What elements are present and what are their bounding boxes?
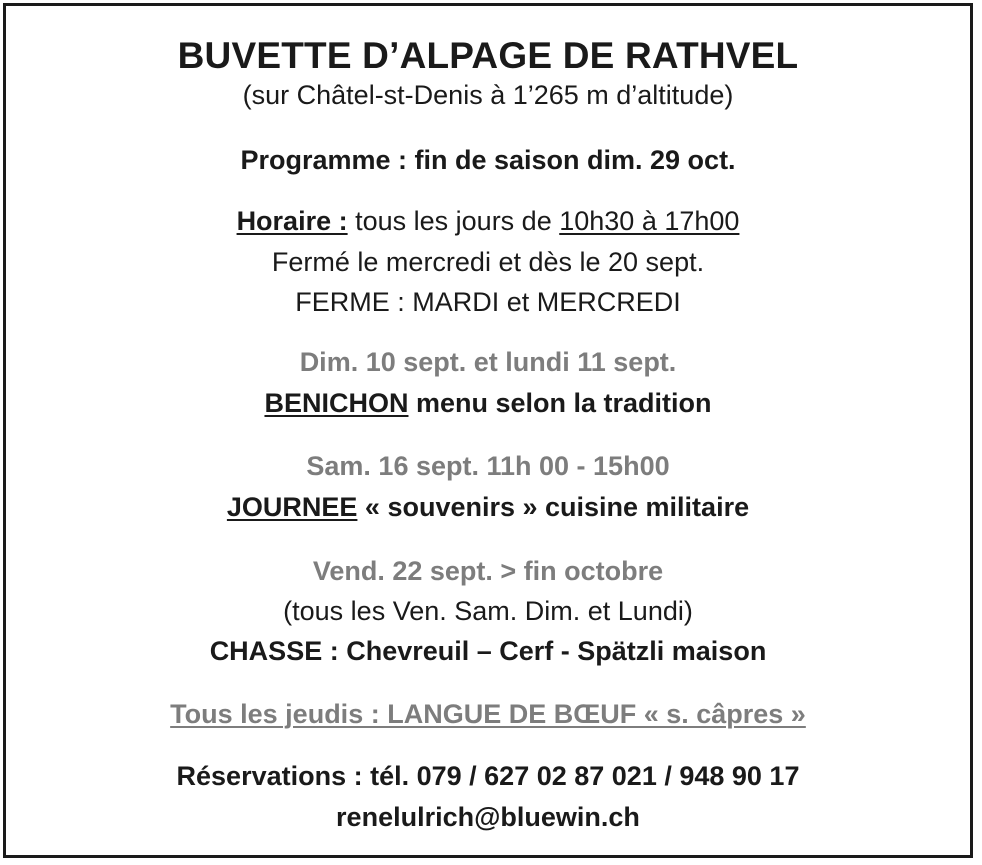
- horaire-line: [6, 208, 970, 235]
- horaire-text: tous les jours de: [347, 206, 560, 236]
- benichon-name: BENICHON: [264, 388, 409, 418]
- benichon-desc: menu selon la tradition: [408, 388, 712, 418]
- jeudis-line: Tous les jeudis : LANGUE DE BŒUF « s. câpres »: [170, 699, 806, 729]
- programme-line: Programme : fin de saison dim. 29 oct.: [240, 145, 736, 175]
- ad-frame: [3, 3, 973, 858]
- horaire-hours: 10h30 à 17h00: [559, 206, 740, 236]
- benichon-line: [6, 390, 970, 417]
- journee-dates: Sam. 16 sept. 11h 00 - 15h00: [306, 451, 670, 481]
- horaire-label: Horaire :: [236, 206, 348, 236]
- location-subtitle: (sur Châtel-st-Denis à 1’265 m d’altitude): [242, 80, 734, 110]
- closed-wednesday-line: Fermé le mercredi et dès le 20 sept.: [271, 247, 705, 277]
- journee-name: JOURNEE: [226, 492, 358, 522]
- chasse-menu: CHASSE : Chevreuil – Cerf - Spätzli maison: [209, 636, 767, 666]
- closed-days-line: FERME : MARDI et MERCREDI: [295, 287, 681, 317]
- ad-title: BUVETTE D’ALPAGE DE RATHVEL: [177, 35, 799, 76]
- benichon-dates: Dim. 10 sept. et lundi 11 sept.: [299, 347, 677, 377]
- chasse-days: (tous les Ven. Sam. Dim. et Lundi): [283, 596, 693, 626]
- journee-line: [6, 494, 970, 521]
- reservations-line: Réservations : tél. 079 / 627 02 87 021 / 948 90 17: [176, 761, 800, 791]
- chasse-dates: Vend. 22 sept. > fin octobre: [312, 556, 664, 586]
- email-line[interactable]: renelulrich@bluewin.ch: [336, 802, 640, 832]
- journee-desc: « souvenirs » cuisine militaire: [357, 492, 750, 522]
